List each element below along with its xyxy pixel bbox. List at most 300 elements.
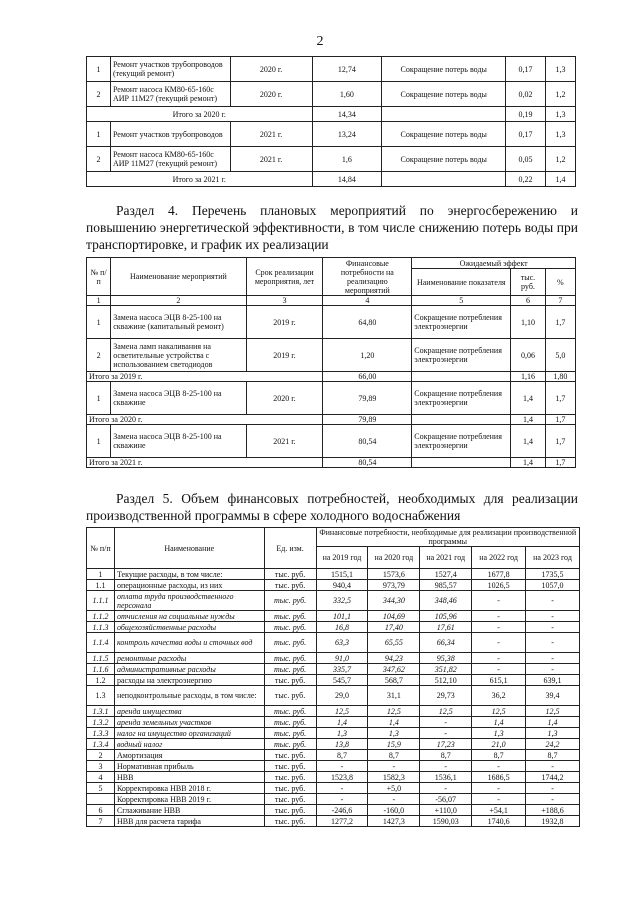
- row-year: 2021 г.: [230, 147, 312, 172]
- row-finance: 80,54: [323, 425, 412, 458]
- row-finance: 80,54: [323, 458, 412, 468]
- row-number: 2: [87, 82, 111, 107]
- row-value: -: [420, 717, 472, 728]
- row-value-2: 1,2: [545, 82, 575, 107]
- row-value: 8,7: [420, 750, 472, 761]
- year-header: на 2019 год: [316, 547, 368, 569]
- row-effect: [382, 172, 506, 187]
- row-unit: тыс. руб.: [264, 686, 316, 706]
- row-value: 1,3: [526, 728, 580, 739]
- row-finance: 1,20: [323, 339, 412, 372]
- row-value-2: 1,4: [545, 172, 575, 187]
- year-header: на 2022 год: [472, 547, 526, 569]
- row-unit: тыс. руб.: [264, 622, 316, 633]
- row-value: -: [472, 794, 526, 805]
- row-value: 1,4: [368, 717, 420, 728]
- row-value: +110,0: [420, 805, 472, 816]
- table-row: [87, 306, 576, 339]
- row-value: 36,2: [472, 686, 526, 706]
- row-unit: тыс. руб.: [264, 633, 316, 653]
- row-value: -: [420, 761, 472, 772]
- row-value-1: 1,16: [511, 372, 545, 382]
- row-value: 1,3: [472, 728, 526, 739]
- row-unit: тыс. руб.: [264, 805, 316, 816]
- row-unit: тыс. руб.: [264, 717, 316, 728]
- row-value: 1,3: [368, 728, 420, 739]
- row-number: 1.1.5: [87, 653, 115, 664]
- row-unit: тыс. руб.: [264, 739, 316, 750]
- row-value: 1,4: [472, 717, 526, 728]
- header-name: Наименование мероприятий: [111, 258, 246, 296]
- row-number: 1.3.3: [87, 728, 115, 739]
- row-value-1: 0,05: [506, 147, 546, 172]
- energy-saving-table: [86, 257, 576, 468]
- row-unit: тыс. руб.: [264, 569, 316, 580]
- row-name: расходы на электроэнергию: [114, 675, 264, 686]
- row-value-2: 1,7: [545, 306, 575, 339]
- table-row: [87, 382, 576, 415]
- row-value: +54,1: [472, 805, 526, 816]
- year-header: на 2023 год: [526, 547, 580, 569]
- table-row: [87, 611, 580, 622]
- row-name: Замена насоса ЭЦВ 8-25-100 на скважине (капитальный ремонт): [111, 306, 246, 339]
- row-value: -: [472, 622, 526, 633]
- row-value: 1,4: [526, 717, 580, 728]
- row-value: 66,34: [420, 633, 472, 653]
- table-row: [87, 425, 576, 458]
- row-value: 29,0: [316, 686, 368, 706]
- table-row: [87, 653, 580, 664]
- row-finance: 66,00: [323, 372, 412, 382]
- row-value: 615,1: [472, 675, 526, 686]
- row-cost: 14,84: [312, 172, 382, 187]
- table-row: [87, 569, 580, 580]
- row-value: 1427,3: [368, 816, 420, 827]
- t3-header-name: Наименование: [114, 528, 264, 569]
- row-term: 2021 г.: [246, 425, 323, 458]
- row-unit: тыс. руб.: [264, 772, 316, 783]
- row-indicator: Сокращение потребления электроэнергии: [412, 382, 511, 415]
- row-value: -56,07: [420, 794, 472, 805]
- row-name: Амортизация: [114, 750, 264, 761]
- row-value: 1527,4: [420, 569, 472, 580]
- row-value-2: 1,3: [545, 107, 575, 122]
- row-value: 1590,03: [420, 816, 472, 827]
- row-value: -: [472, 664, 526, 675]
- row-value: -: [472, 783, 526, 794]
- row-value: 16,8: [316, 622, 368, 633]
- row-value: 1515,1: [316, 569, 368, 580]
- row-value: 335,7: [316, 664, 368, 675]
- year-header: на 2021 год: [420, 547, 472, 569]
- row-value: -: [526, 794, 580, 805]
- row-value: 31,1: [368, 686, 420, 706]
- row-number: 1.1.3: [87, 622, 115, 633]
- row-value: 12,5: [472, 706, 526, 717]
- row-value-2: 1,2: [545, 147, 575, 172]
- table-row: [87, 415, 576, 425]
- row-name: отчисления на социальные нужды: [114, 611, 264, 622]
- row-value: 985,57: [420, 580, 472, 591]
- table-row: [87, 761, 580, 772]
- row-value: 512,10: [420, 675, 472, 686]
- t3-header-n: № п/п: [87, 528, 115, 569]
- row-number: 1.3: [87, 686, 115, 706]
- row-value: 1277,2: [316, 816, 368, 827]
- row-value: 15,9: [368, 739, 420, 750]
- header-thousand: тыс. руб.: [511, 269, 545, 296]
- row-value: -: [472, 653, 526, 664]
- row-value-1: 0,17: [506, 57, 546, 82]
- row-year: 2021 г.: [230, 122, 312, 147]
- row-value-1: 1,4: [511, 382, 545, 415]
- row-indicator: [412, 415, 511, 425]
- row-value: 17,61: [420, 622, 472, 633]
- row-value: -: [472, 633, 526, 653]
- row-value-1: 1,4: [511, 425, 545, 458]
- row-number: 1.3.4: [87, 739, 115, 750]
- row-total-label: Итого за 2021 г.: [87, 172, 313, 187]
- table-row: [87, 739, 580, 750]
- row-name: Замена насоса ЭЦВ 8-25-100 на скважине: [111, 382, 246, 415]
- column-number: 6: [511, 296, 545, 306]
- row-number: 7: [87, 816, 115, 827]
- row-finance: 64,80: [323, 306, 412, 339]
- row-number: 1.2: [87, 675, 115, 686]
- row-unit: тыс. руб.: [264, 675, 316, 686]
- row-value: +5,0: [368, 783, 420, 794]
- row-value: 12,5: [420, 706, 472, 717]
- row-value: 8,7: [472, 750, 526, 761]
- row-value-2: 1,7: [545, 415, 575, 425]
- row-effect: Сокращение потерь воды: [382, 57, 506, 82]
- row-value: 17,23: [420, 739, 472, 750]
- section5-title-text: Раздел 5. Объем финансовых потребностей, необходимых для реализации производственной программы в сфере холодного водоснабжения: [86, 491, 578, 523]
- table-row: [87, 816, 580, 827]
- row-value: 95,38: [420, 653, 472, 664]
- row-indicator: Сокращение потребления электроэнергии: [412, 306, 511, 339]
- row-value: 12,5: [526, 706, 580, 717]
- row-number: 2: [87, 339, 111, 372]
- row-name: административные расходы: [114, 664, 264, 675]
- row-value: 1523,8: [316, 772, 368, 783]
- header-effect: Ожидаемый эффект: [412, 258, 576, 269]
- row-effect: Сокращение потерь воды: [382, 122, 506, 147]
- row-value-2: 1,3: [545, 122, 575, 147]
- table-row: [87, 372, 576, 382]
- table-row: [87, 122, 576, 147]
- header-n: № п/п: [87, 258, 111, 296]
- row-value-1: 1,4: [511, 458, 545, 468]
- row-value: 8,7: [316, 750, 368, 761]
- row-number: 4: [87, 772, 115, 783]
- row-value: -: [526, 783, 580, 794]
- row-value: 12,5: [368, 706, 420, 717]
- row-value: 1735,5: [526, 569, 580, 580]
- row-value: 344,30: [368, 591, 420, 611]
- row-value: 1740,6: [472, 816, 526, 827]
- page-number: 2: [316, 34, 324, 49]
- year-header: на 2020 год: [368, 547, 420, 569]
- table-row: [87, 57, 576, 82]
- row-value-1: 1,4: [511, 415, 545, 425]
- row-value: -: [420, 728, 472, 739]
- row-value: 13,8: [316, 739, 368, 750]
- row-value: 639,1: [526, 675, 580, 686]
- row-value: 973,79: [368, 580, 420, 591]
- row-effect: [382, 107, 506, 122]
- row-year: 2020 г.: [230, 82, 312, 107]
- row-value: 1,4: [316, 717, 368, 728]
- row-value: 17,40: [368, 622, 420, 633]
- row-value: -: [472, 611, 526, 622]
- row-name: Ремонт участков трубопроводов (текущий ремонт): [110, 57, 230, 82]
- row-value: -: [526, 664, 580, 675]
- row-effect: Сокращение потерь воды: [382, 82, 506, 107]
- row-value: -: [472, 591, 526, 611]
- header-percent: %: [545, 269, 575, 296]
- row-value: 24,2: [526, 739, 580, 750]
- row-value-2: 1,3: [545, 57, 575, 82]
- row-name: Ремонт насоса КМ80-65-160с АИР 11М27 (текущий ремонт): [110, 147, 230, 172]
- row-number: 2: [87, 750, 115, 761]
- table-row: [87, 750, 580, 761]
- row-value: 1677,8: [472, 569, 526, 580]
- t3-header-unit: Ед. изм.: [264, 528, 316, 569]
- row-term: 2019 г.: [246, 306, 323, 339]
- row-value: 12,5: [316, 706, 368, 717]
- row-unit: тыс. руб.: [264, 611, 316, 622]
- row-value: 8,7: [526, 750, 580, 761]
- row-number: 1: [87, 57, 111, 82]
- row-value: 39,4: [526, 686, 580, 706]
- row-value: 1536,1: [420, 772, 472, 783]
- row-indicator: Сокращение потребления электроэнергии: [412, 425, 511, 458]
- row-number: [87, 794, 115, 805]
- row-effect: Сокращение потерь воды: [382, 147, 506, 172]
- row-unit: тыс. руб.: [264, 653, 316, 664]
- table-row: [87, 664, 580, 675]
- table-row: [87, 706, 580, 717]
- row-name: НВВ для расчета тарифа: [114, 816, 264, 827]
- row-name: Ремонт участков трубопроводов: [110, 122, 230, 147]
- row-name: Замена ламп накаливания на осветительные устройства с использованием светодиодов: [111, 339, 246, 372]
- row-number: 5: [87, 783, 115, 794]
- table-row: [87, 591, 580, 611]
- section4-title: [86, 202, 578, 253]
- row-value-2: 1,80: [545, 372, 575, 382]
- row-number: 1.1.1: [87, 591, 115, 611]
- row-name: оплата труда производственного персонала: [114, 591, 264, 611]
- row-value-1: 0,06: [511, 339, 545, 372]
- row-unit: тыс. руб.: [264, 816, 316, 827]
- row-value-1: 0,17: [506, 122, 546, 147]
- row-value: +188,6: [526, 805, 580, 816]
- row-name: Замена насоса ЭЦВ 8-25-100 на скважине: [111, 425, 246, 458]
- row-value-1: 1,10: [511, 306, 545, 339]
- row-number: 1: [87, 382, 111, 415]
- row-indicator: Сокращение потребления электроэнергии: [412, 339, 511, 372]
- row-value: 351,82: [420, 664, 472, 675]
- row-value: 91,0: [316, 653, 368, 664]
- row-value: -: [526, 653, 580, 664]
- section4-title-text: Раздел 4. Перечень плановых мероприятий по энергосбережению и повышению энергетической эффективности, в том числе снижению потерь воды при транспортировке, и график их реализации: [86, 203, 578, 252]
- row-cost: 12,74: [312, 57, 382, 82]
- row-name: Корректировка НВВ 2018 г.: [114, 783, 264, 794]
- row-number: 1.1: [87, 580, 115, 591]
- row-value: 1932,8: [526, 816, 580, 827]
- row-number: 1: [87, 425, 111, 458]
- row-finance: 79,89: [323, 382, 412, 415]
- row-value: 348,46: [420, 591, 472, 611]
- row-cost: 1,6: [312, 147, 382, 172]
- table-row: [87, 783, 580, 794]
- row-number: 1.1.6: [87, 664, 115, 675]
- row-value-2: 5,0: [545, 339, 575, 372]
- table-row: [87, 772, 580, 783]
- row-name: Сглаживание НВВ: [114, 805, 264, 816]
- row-value: -: [420, 783, 472, 794]
- row-name: неподконтрольные расходы, в том числе:: [114, 686, 264, 706]
- table-row: [87, 458, 576, 468]
- row-value: 29,73: [420, 686, 472, 706]
- row-value: 8,7: [368, 750, 420, 761]
- row-value: -: [368, 761, 420, 772]
- table-row: [87, 580, 580, 591]
- row-cost: 13,24: [312, 122, 382, 147]
- row-total-label: Итого за 2019 г.: [87, 372, 323, 382]
- row-unit: тыс. руб.: [264, 794, 316, 805]
- row-value: 94,23: [368, 653, 420, 664]
- row-name: аренда имущества: [114, 706, 264, 717]
- row-number: 1: [87, 569, 115, 580]
- row-cost: 14,34: [312, 107, 382, 122]
- table-row: [87, 339, 576, 372]
- row-cost: 1,60: [312, 82, 382, 107]
- row-unit: тыс. руб.: [264, 761, 316, 772]
- row-number: 1: [87, 306, 111, 339]
- row-value: -: [368, 794, 420, 805]
- column-number: 2: [111, 296, 246, 306]
- row-value-2: 1,7: [545, 382, 575, 415]
- section5-title: [86, 490, 578, 524]
- row-value: 1057,0: [526, 580, 580, 591]
- column-number: 3: [246, 296, 323, 306]
- table-row: [87, 147, 576, 172]
- repair-table: [86, 56, 576, 187]
- table-row: [87, 805, 580, 816]
- column-number: 1: [87, 296, 111, 306]
- column-number: 5: [412, 296, 511, 306]
- row-value-2: 1,7: [545, 458, 575, 468]
- table-row: [87, 622, 580, 633]
- row-value: -246,6: [316, 805, 368, 816]
- row-name: Ремонт насоса КМ80-65-160с АИР 11М27 (текущий ремонт): [110, 82, 230, 107]
- row-unit: тыс. руб.: [264, 664, 316, 675]
- row-value: 1573,6: [368, 569, 420, 580]
- row-unit: тыс. руб.: [264, 783, 316, 794]
- column-number: 7: [545, 296, 575, 306]
- row-unit: тыс. руб.: [264, 580, 316, 591]
- row-term: 2020 г.: [246, 382, 323, 415]
- table-row: [87, 633, 580, 653]
- row-value: 1,3: [316, 728, 368, 739]
- row-value: 347,62: [368, 664, 420, 675]
- row-unit: тыс. руб.: [264, 706, 316, 717]
- row-name: общехозяйственные расходы: [114, 622, 264, 633]
- row-value-2: 1,7: [545, 425, 575, 458]
- row-name: налог на имущество организаций: [114, 728, 264, 739]
- row-unit: тыс. руб.: [264, 728, 316, 739]
- table-row: [87, 675, 580, 686]
- row-value: -: [526, 611, 580, 622]
- row-value-1: 0,02: [506, 82, 546, 107]
- row-name: Корректировка НВВ 2019 г.: [114, 794, 264, 805]
- row-number: 1.3.2: [87, 717, 115, 728]
- finance-table: [86, 527, 580, 827]
- row-name: водный налог: [114, 739, 264, 750]
- header-finance: Финансовые потребности на реализацию мероприятий: [323, 258, 412, 296]
- row-name: ремонтные расходы: [114, 653, 264, 664]
- table-row: [87, 686, 580, 706]
- row-unit: тыс. руб.: [264, 591, 316, 611]
- row-value: 1026,5: [472, 580, 526, 591]
- row-value: 104,69: [368, 611, 420, 622]
- row-number: 3: [87, 761, 115, 772]
- row-indicator: [412, 458, 511, 468]
- row-name: аренда земельных участков: [114, 717, 264, 728]
- row-name: контроль качества воды и сточных вод: [114, 633, 264, 653]
- header-indicator: Наименование показателя: [412, 269, 511, 296]
- row-value: 1686,5: [472, 772, 526, 783]
- row-indicator: [412, 372, 511, 382]
- row-value: -: [472, 761, 526, 772]
- row-value-1: 0,22: [506, 172, 546, 187]
- row-value: -: [316, 761, 368, 772]
- row-number: 1.1.2: [87, 611, 115, 622]
- row-value: 1582,3: [368, 772, 420, 783]
- row-value: -: [526, 622, 580, 633]
- row-name: НВВ: [114, 772, 264, 783]
- row-value: -: [526, 633, 580, 653]
- row-number: 6: [87, 805, 115, 816]
- table-row: [87, 107, 576, 122]
- row-value: 545,7: [316, 675, 368, 686]
- row-unit: тыс. руб.: [264, 750, 316, 761]
- row-value: 65,55: [368, 633, 420, 653]
- row-value: 63,3: [316, 633, 368, 653]
- table-row: [87, 717, 580, 728]
- table-row: [87, 794, 580, 805]
- table-row: [87, 172, 576, 187]
- row-number: 1: [87, 122, 111, 147]
- table-row: [87, 82, 576, 107]
- row-value-1: 0,19: [506, 107, 546, 122]
- header-term: Срок реализации мероприятия, лет: [246, 258, 323, 296]
- row-value: -: [316, 794, 368, 805]
- row-value: -: [526, 591, 580, 611]
- row-term: 2019 г.: [246, 339, 323, 372]
- row-value: 332,5: [316, 591, 368, 611]
- row-value: 1744,2: [526, 772, 580, 783]
- row-name: операционные расходы, из них: [114, 580, 264, 591]
- row-value: 940,4: [316, 580, 368, 591]
- t3-header-finance: Финансовые потребности, необходимые для реализации производственной программы: [316, 528, 580, 547]
- row-value: 21,0: [472, 739, 526, 750]
- row-year: 2020 г.: [230, 57, 312, 82]
- row-value: -: [526, 761, 580, 772]
- row-number: 1.3.1: [87, 706, 115, 717]
